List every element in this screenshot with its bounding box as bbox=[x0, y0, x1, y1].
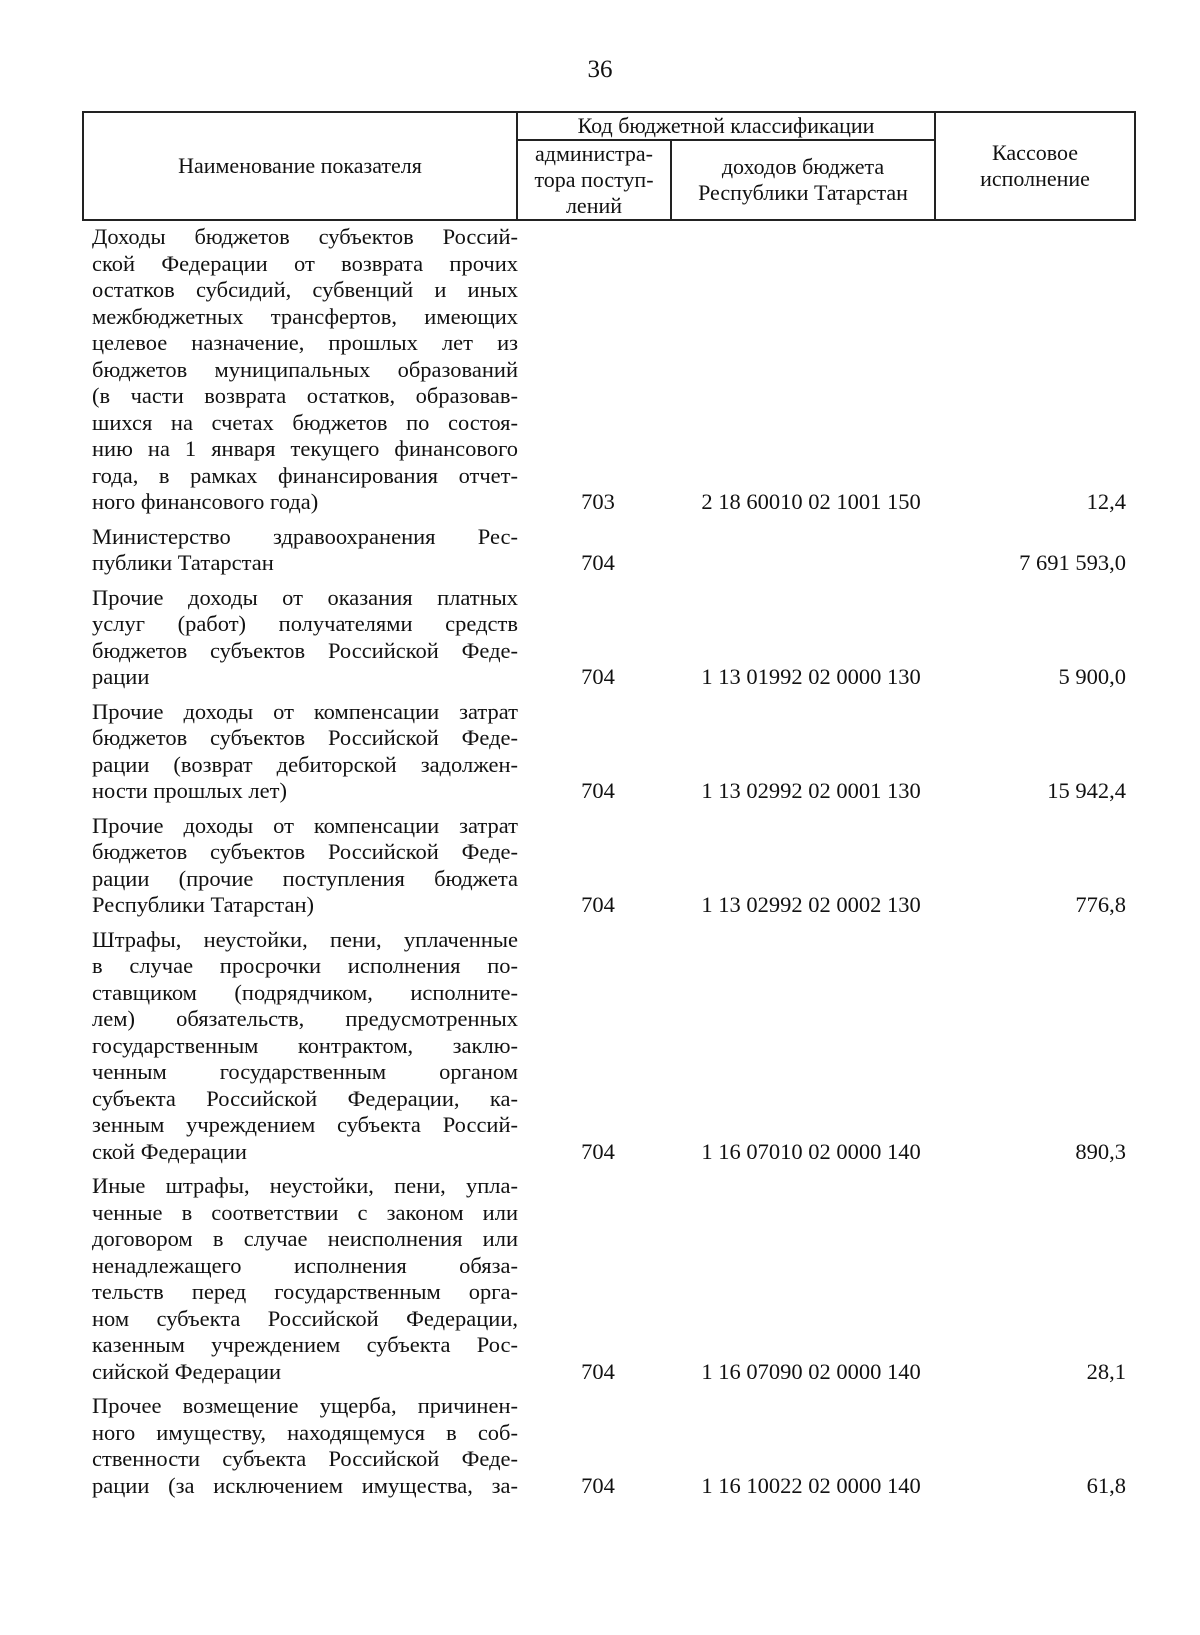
indicator-name-line: Министерство здравоохранения Рес- bbox=[92, 523, 518, 549]
indicator-name-line: ченным государственным органом bbox=[92, 1059, 518, 1084]
indicator-name-line: Прочие доходы от компенсации затрат bbox=[92, 698, 518, 724]
admin-code: 704 bbox=[581, 1358, 615, 1384]
indicator-name-line: договором в случае неисполнения или bbox=[92, 1226, 518, 1251]
header-amount-line: исполнение bbox=[980, 166, 1090, 191]
table-row bbox=[82, 585, 1134, 691]
table-header bbox=[82, 111, 1136, 221]
indicator-name-line: бюджетов субъектов Российской Феде- bbox=[92, 725, 518, 750]
indicator-name-line: казенным учреждением субъекта Рос- bbox=[92, 1332, 518, 1357]
header-amount-line: Кассовое bbox=[992, 140, 1078, 165]
table-body bbox=[82, 224, 1134, 1507]
cash-execution-amount: 28,1 bbox=[1086, 1358, 1126, 1384]
indicator-name-line: ской Федерации от возврата прочих bbox=[92, 250, 518, 276]
indicator-name-line: Прочие доходы от оказания платных bbox=[92, 584, 518, 610]
budget-code: 1 16 07010 02 0000 140 bbox=[701, 1138, 921, 1164]
indicator-name-line: тельств перед государственным орга- bbox=[92, 1279, 518, 1304]
table-row bbox=[82, 1393, 1134, 1499]
budget-code: 1 16 10022 02 0000 140 bbox=[701, 1472, 921, 1498]
indicator-name-line: Прочее возмещение ущерба, причинен- bbox=[92, 1393, 518, 1418]
cash-execution-amount: 5 900,0 bbox=[1058, 664, 1126, 689]
indicator-name bbox=[82, 1173, 518, 1385]
table-row bbox=[82, 927, 1134, 1166]
indicator-name-line: Республики Татарстан) bbox=[92, 892, 315, 917]
indicator-name-line: ственности субъекта Российской Феде- bbox=[92, 1446, 518, 1471]
header-code-line: доходов бюджета bbox=[721, 154, 885, 179]
header-admin-line: лений bbox=[565, 193, 623, 218]
indicator-name-line: ставщиком (подрядчиком, исполните- bbox=[92, 979, 518, 1005]
indicator-name bbox=[82, 524, 518, 577]
admin-code: 703 bbox=[581, 489, 615, 514]
admin-code: 704 bbox=[581, 664, 615, 689]
page-number: 36 bbox=[587, 56, 613, 83]
indicator-name-line: зенным учреждением субъекта Россий- bbox=[92, 1112, 518, 1137]
indicator-name bbox=[82, 813, 518, 919]
admin-code: 704 bbox=[581, 1472, 615, 1498]
header-code-column bbox=[671, 140, 935, 220]
indicator-name-line: (в части возврата остатков, образовав- bbox=[92, 383, 518, 408]
indicator-name-line: остатков субсидий, субвенций и иных bbox=[92, 277, 518, 302]
table-row bbox=[82, 699, 1134, 805]
indicator-name bbox=[82, 224, 518, 516]
indicator-name-line: услуг (работ) получателями средств bbox=[92, 611, 518, 636]
indicator-name-line: ненадлежащего исполнения обяза- bbox=[92, 1252, 518, 1278]
indicator-name-line: нию на 1 января текущего финансового bbox=[92, 436, 518, 461]
indicator-name-line: года, в рамках финансирования отчет- bbox=[92, 462, 518, 488]
indicator-name-line: бюджетов муниципальных образований bbox=[92, 356, 518, 382]
indicator-name-line: Иные штрафы, неустойки, пени, упла- bbox=[92, 1173, 518, 1198]
indicator-name bbox=[82, 699, 518, 805]
indicator-name-line: рации (возврат дебиторской задолжен- bbox=[92, 751, 518, 777]
indicator-name bbox=[82, 1393, 518, 1499]
header-admin-line: администра- bbox=[535, 141, 653, 166]
cash-execution-amount: 776,8 bbox=[1075, 892, 1126, 917]
indicator-name-line: в случае просрочки исполнения по- bbox=[92, 953, 518, 978]
cash-execution-amount: 890,3 bbox=[1075, 1138, 1126, 1164]
indicator-name-line: публики Татарстан bbox=[92, 550, 274, 575]
budget-code: 1 16 07090 02 0000 140 bbox=[701, 1358, 921, 1384]
admin-code: 704 bbox=[581, 550, 615, 575]
header-admin-column bbox=[517, 140, 671, 220]
header-name-column: Наименование показателя bbox=[83, 112, 517, 220]
budget-code: 2 18 60010 02 1001 150 bbox=[701, 489, 921, 514]
indicator-name-line: Прочие доходы от компенсации затрат bbox=[92, 812, 518, 838]
admin-code: 704 bbox=[581, 1138, 615, 1164]
budget-code: 1 13 02992 02 0001 130 bbox=[701, 778, 921, 803]
indicator-name-line: бюджетов субъектов Российской Феде- bbox=[92, 839, 518, 864]
indicator-name-line: ном субъекта Российской Федерации, bbox=[92, 1305, 518, 1331]
budget-code: 1 13 02992 02 0002 130 bbox=[701, 892, 921, 917]
indicator-name-line: рации (за исключением имущества, за- bbox=[92, 1472, 518, 1498]
indicator-name-line: межбюджетных трансфертов, имеющих bbox=[92, 303, 518, 329]
indicator-name-line: шихся на счетах бюджетов по состоя- bbox=[92, 409, 518, 435]
table-row bbox=[82, 813, 1134, 919]
table-row bbox=[82, 1173, 1134, 1385]
cash-execution-amount: 12,4 bbox=[1086, 489, 1126, 514]
header-classification-group: Код бюджетной классификации bbox=[517, 112, 935, 140]
cash-execution-amount: 15 942,4 bbox=[1047, 778, 1126, 803]
indicator-name-line: субъекта Российской Федерации, ка- bbox=[92, 1085, 518, 1111]
indicator-name-line: Штрафы, неустойки, пени, уплаченные bbox=[92, 926, 518, 952]
admin-code: 704 bbox=[581, 892, 615, 917]
indicator-name-line: Доходы бюджетов субъектов Россий- bbox=[92, 224, 518, 249]
indicator-name-line: рации (прочие поступления бюджета bbox=[92, 865, 518, 891]
cash-execution-amount: 61,8 bbox=[1086, 1472, 1126, 1498]
indicator-name-line: ской Федерации bbox=[92, 1138, 247, 1164]
indicator-name bbox=[82, 585, 518, 691]
header-code-line: Республики Татарстан bbox=[698, 180, 908, 205]
admin-code: 704 bbox=[581, 778, 615, 803]
cash-execution-amount: 7 691 593,0 bbox=[1019, 550, 1126, 575]
header-amount-column bbox=[935, 112, 1135, 220]
table-row bbox=[82, 524, 1134, 577]
indicator-name-line: лем) обязательств, предусмотренных bbox=[92, 1006, 518, 1031]
indicator-name bbox=[82, 927, 518, 1166]
budget-code: 1 13 01992 02 0000 130 bbox=[701, 664, 921, 689]
table-row bbox=[82, 224, 1134, 516]
indicator-name-line: государственным контрактом, заклю- bbox=[92, 1032, 518, 1058]
indicator-name-line: ного имуществу, находящемуся в соб- bbox=[92, 1419, 518, 1445]
header-admin-line: тора поступ- bbox=[534, 167, 654, 192]
indicator-name-line: ченные в соответствии с законом или bbox=[92, 1199, 518, 1225]
indicator-name-line: ного финансового года) bbox=[92, 489, 319, 514]
indicator-name-line: рации bbox=[92, 664, 150, 689]
indicator-name-line: бюджетов субъектов Российской Феде- bbox=[92, 637, 518, 663]
indicator-name-line: целевое назначение, прошлых лет из bbox=[92, 330, 518, 355]
indicator-name-line: ности прошлых лет) bbox=[92, 778, 287, 803]
indicator-name-line: сийской Федерации bbox=[92, 1358, 282, 1384]
